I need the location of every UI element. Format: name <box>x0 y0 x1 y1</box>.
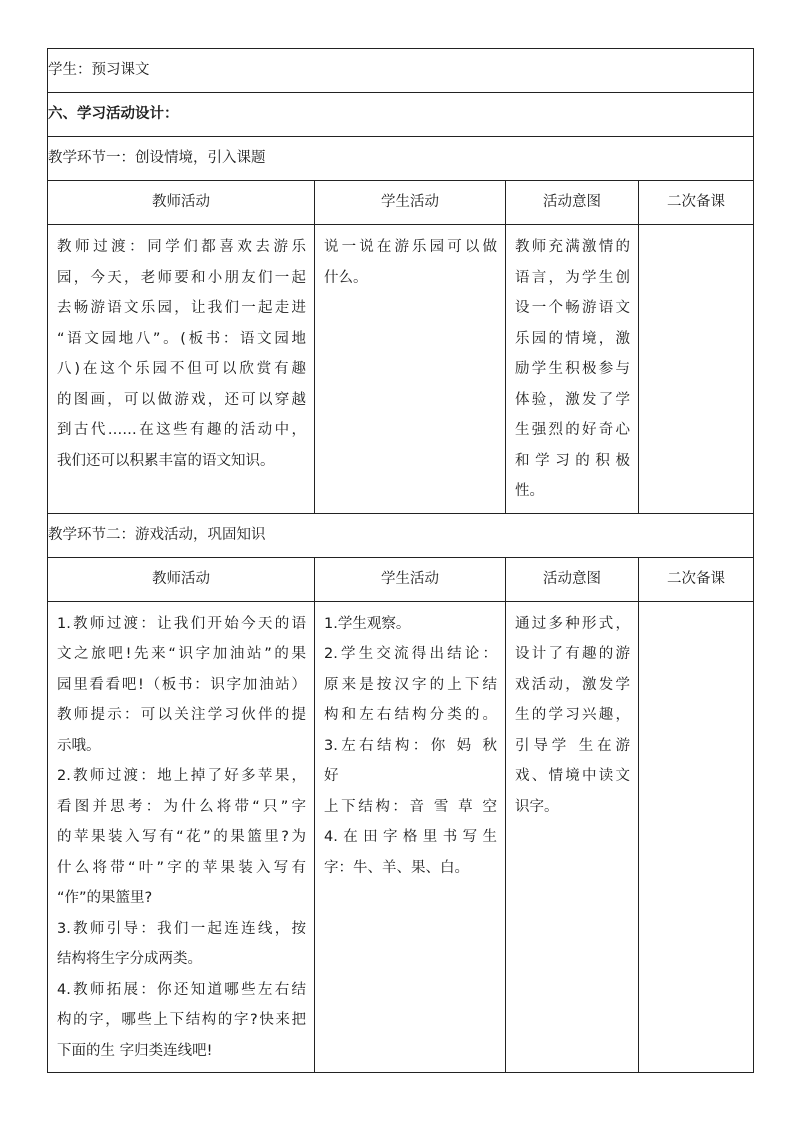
stage1-teacher-activity <box>48 225 315 514</box>
stage2-second-prep <box>639 601 754 1073</box>
stage2-student-line: 好 <box>324 768 339 784</box>
stage1-teacher-line: 的图画，可以做游戏，还可以穿越 <box>57 391 306 408</box>
stage2-student-line: 原来是按汉字的上下结 <box>324 676 497 693</box>
stage1-intent-line: 乐园的情境，激 <box>515 330 630 347</box>
stage2-teacher-line: 园里看看吧!（板书：识字加油站） <box>57 676 306 693</box>
stage1-teacher-line: 去畅游语文乐园，让我们一起走进 <box>57 300 306 316</box>
stage2-teacher-line: 3.教师引导：我们一起连连线，按 <box>57 920 306 937</box>
stage1-student-line: 说一说在游乐园可以做 <box>324 239 497 255</box>
stage2-student-line: 3.左右结构：你 妈 秋 <box>324 737 497 754</box>
stage2-student-line: 上下结构：音 雪 草 空 <box>324 798 497 815</box>
stage1-intent-line: 性。 <box>515 483 544 499</box>
stage2-teacher-line: 的苹果装入写有“花”的果篮里?为 <box>57 829 306 845</box>
stage1-intent-line: 生强烈的好奇心 <box>515 422 630 438</box>
stage1-teacher-line: 八)在这个乐园不但可以欣赏有趣 <box>57 361 306 377</box>
stage2-teacher-line: 看图并思考：为什么将带“只”字 <box>57 798 306 815</box>
stage1-student-line: 什么。 <box>324 269 368 286</box>
stage1-title: 教学环节一：创设情境，引入课题 <box>48 137 754 181</box>
stage2-teacher-line: 4.教师拓展：你还知道哪些左右结 <box>57 981 306 998</box>
stage2-title: 教学环节二：游戏活动，巩固知识 <box>48 513 754 557</box>
stage1-teacher-line: 我们还可以积累丰富的语文知识。 <box>57 452 275 469</box>
stage2-intent-line: 通过多种形式， <box>515 615 630 632</box>
lesson-plan-table <box>47 48 754 1073</box>
student-prep-row: 学生：预习课文 <box>48 49 754 93</box>
stage1-activity-intent <box>506 225 639 514</box>
stage2-teacher-line: 什么将带“叶”字的苹果装入写有 <box>57 859 306 876</box>
stage2-student-line: 字：牛、羊、果、白。 <box>324 859 469 876</box>
stage1-header-intent: 活动意图 <box>506 181 639 225</box>
stage1-intent-line: 语言，为学生创 <box>515 269 630 286</box>
stage1-teacher-line: 到古代……在这些有趣的活动中， <box>57 422 306 438</box>
stage2-teacher-line: 教师提示：可以关注学习伙伴的提 <box>57 707 306 723</box>
stage2-header-student: 学生活动 <box>315 557 506 601</box>
stage2-header-intent: 活动意图 <box>506 557 639 601</box>
stage1-teacher-line: 教师过渡：同学们都喜欢去游乐 <box>57 239 306 255</box>
stage1-student-activity <box>315 225 506 514</box>
stage2-teacher-line: 文之旅吧!先来“识字加油站”的果 <box>57 646 306 662</box>
stage2-teacher-line: 构的字，哪些上下结构的字?快来把 <box>57 1012 306 1028</box>
stage1-intent-line: 教师充满激情的 <box>515 239 630 255</box>
stage1-intent-line: 设一个畅游语文 <box>515 300 630 316</box>
stage1-intent-line: 体验，激发了学 <box>515 391 630 408</box>
stage1-teacher-line: “语文园地八”。(板书：语文园地 <box>57 330 306 347</box>
stage2-intent-line: 识字。 <box>515 798 559 815</box>
stage1-intent-line: 和学习的积极 <box>515 452 630 469</box>
stage1-header-teacher: 教师活动 <box>48 181 315 225</box>
stage2-intent-line: 设计了有趣的游 <box>515 646 630 662</box>
stage2-intent-line: 戏、情境中读文 <box>515 768 630 784</box>
stage1-second-prep <box>639 225 754 514</box>
stage2-teacher-line: 示哦。 <box>57 737 101 754</box>
stage2-intent-line: 引导学 生在游 <box>515 737 630 754</box>
stage2-student-activity <box>315 601 506 1073</box>
stage2-student-line: 1.学生观察。 <box>324 615 411 632</box>
stage1-header-second-prep: 二次备课 <box>639 181 754 225</box>
stage1-intent-line: 励学生积极参与 <box>515 361 630 377</box>
stage2-teacher-line: 下面的生 字归类连线吧! <box>57 1042 213 1059</box>
stage2-activity-intent <box>506 601 639 1073</box>
stage2-teacher-line: 2.教师过渡：地上掉了好多苹果， <box>57 768 306 784</box>
stage2-intent-line: 生的学习兴趣， <box>515 707 630 723</box>
stage2-teacher-activity <box>48 601 315 1073</box>
stage2-student-line: 2.学生交流得出结论： <box>324 646 497 662</box>
stage2-student-line: 4.在田字格里书写生 <box>324 829 497 845</box>
stage2-teacher-line: 1.教师过渡：让我们开始今天的语 <box>57 615 306 632</box>
stage2-header-teacher: 教师活动 <box>48 557 315 601</box>
section-title: 六、学习活动设计： <box>48 93 754 137</box>
stage2-intent-line: 戏活动，激发学 <box>515 676 630 693</box>
stage1-teacher-line: 园，今天，老师要和小朋友们一起 <box>57 269 306 286</box>
stage1-header-student: 学生活动 <box>315 181 506 225</box>
stage2-student-line: 构和左右结构分类的。 <box>324 707 497 723</box>
stage2-header-second-prep: 二次备课 <box>639 557 754 601</box>
stage2-teacher-line: “作”的果篮里? <box>57 890 153 906</box>
stage2-teacher-line: 结构将生字分成两类。 <box>57 951 202 967</box>
